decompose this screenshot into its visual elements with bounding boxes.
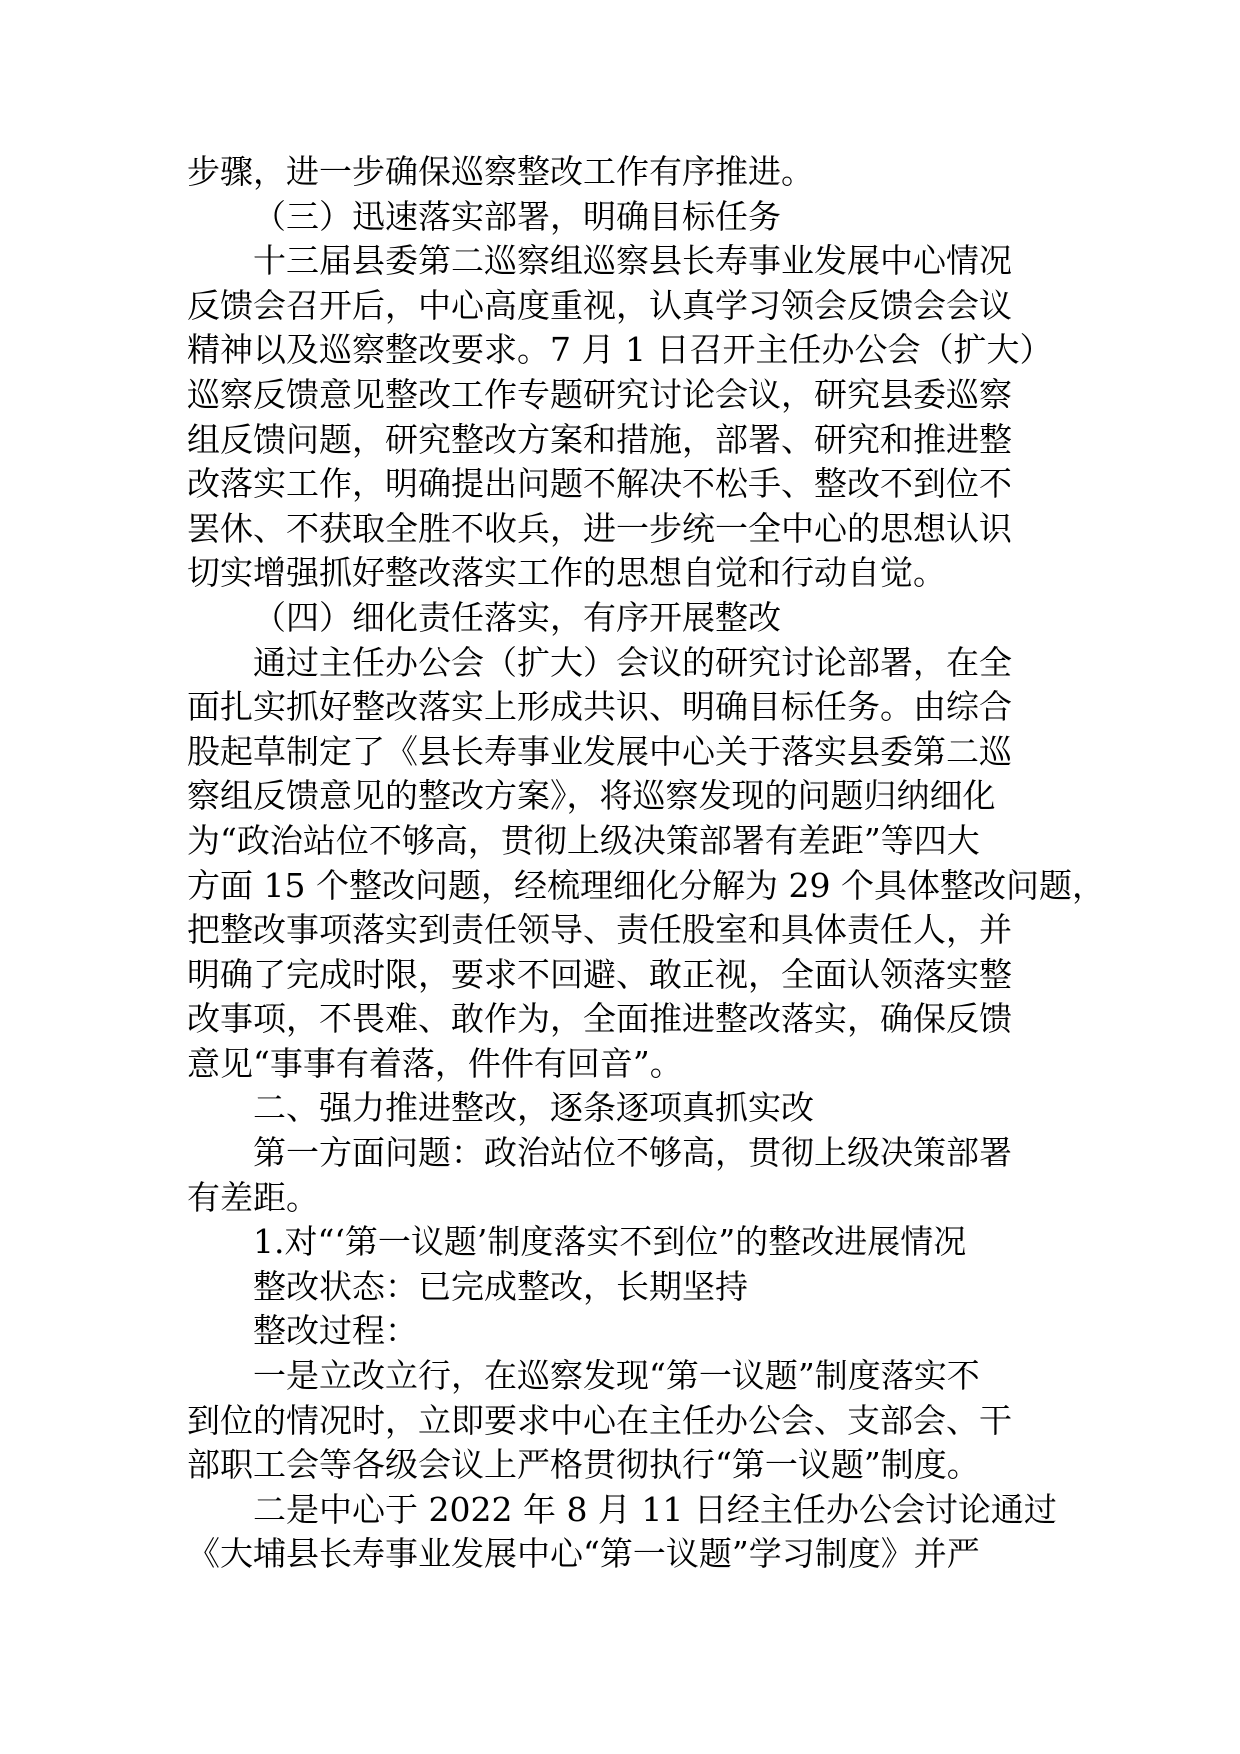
text-line: 意见“事事有着落，件件有回音”。 [187,1043,683,1083]
text-line: 组反馈问题，研究整改方案和措施，部署、研究和推进整 [187,419,1012,459]
text-line: 一是立改立行，在巡察发现“第一议题”制度落实不 [253,1356,980,1396]
text-line: 察组反馈意见的整改方案》，将巡察发现的问题归纳细化 [187,776,996,816]
text-line: 十三届县委第二巡察组巡察县长寿事业发展中心情况 [253,241,1012,281]
text-line: 到位的情况时，立即要求中心在主任办公会、支部会、干 [187,1400,1012,1440]
text-line: 部职工会等各级会议上严格贯彻执行“第一议题”制度。 [187,1445,980,1485]
text-line: 二是中心于 2022 年 8 月 11 日经主任办公会讨论通过 [253,1489,1057,1529]
text-line: 改事项，不畏难、敢作为，全面推进整改落实，确保反馈 [187,999,1012,1039]
text-line: 为“政治站位不够高，贯彻上级决策部署有差距”等四大 [187,820,980,860]
text-line: 面扎实抓好整改落实上形成共识、明确目标任务。由综合 [187,687,1012,727]
text-line: （三）迅速落实部署，明确目标任务 [253,196,781,236]
text-line: 精神以及巡察整改要求。7 月 1 日召开主任办公会（扩大） [187,330,1053,370]
text-line: 方面 15 个整改问题，经梳理细化分解为 29 个具体整改问题， [187,865,1105,905]
text-line: 通过主任办公会（扩大）会议的研究讨论部署，在全 [253,642,1012,682]
text-line: 把整改事项落实到责任领导、责任股室和具体责任人，并 [187,910,1012,950]
text-line: （四）细化责任落实，有序开展整改 [253,597,781,637]
text-line: 巡察反馈意见整改工作专题研究讨论会议，研究县委巡察 [187,374,1012,414]
text-line: 1.对“‘第一议题’制度落实不到位”的整改进展情况 [253,1222,967,1262]
text-line: 《大埔县长寿事业发展中心“第一议题”学习制度》并严 [187,1534,980,1574]
text-line: 二、强力推进整改，逐条逐项真抓实改 [253,1088,814,1128]
text-line: 反馈会召开后，中心高度重视，认真学习领会反馈会会议 [187,285,1012,325]
text-line: 股起草制定了《县长寿事业发展中心关于落实县委第二巡 [187,731,1012,771]
text-line: 明确了完成时限，要求不回避、敢正视，全面认领落实整 [187,954,1012,994]
text-line: 整改过程： [253,1311,418,1351]
text-line: 改落实工作，明确提出问题不解决不松手、整改不到位不 [187,464,1012,504]
text-line: 切实增强抓好整改落实工作的思想自觉和行动自觉。 [187,553,946,593]
text-line: 有差距。 [187,1177,319,1217]
text-line: 步骤，进一步确保巡察整改工作有序推进。 [187,152,814,191]
text-line: 整改状态：已完成整改，长期坚持 [253,1266,748,1306]
text-line: 第一方面问题：政治站位不够高，贯彻上级决策部署 [253,1133,1012,1173]
text-line: 罢休、不获取全胜不收兵，进一步统一全中心的思想认识 [187,508,1012,548]
document-body [187,150,1105,1577]
